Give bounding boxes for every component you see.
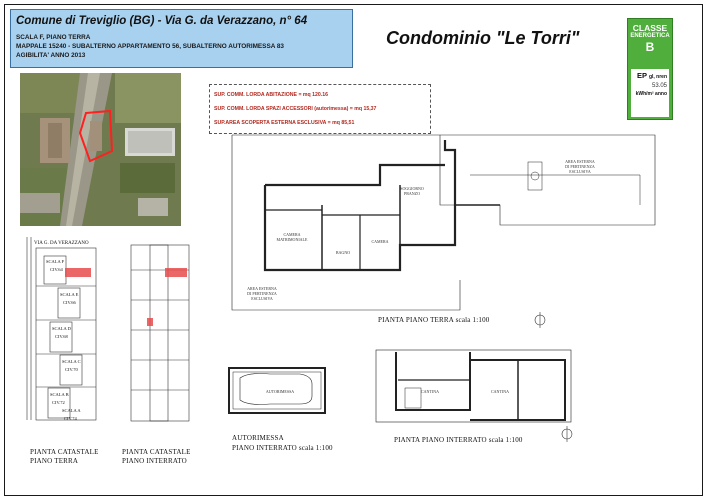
svg-text:CIV.70: CIV.70 — [65, 367, 78, 372]
svg-text:MATRIMONIALE: MATRIMONIALE — [276, 237, 308, 242]
surface-esterna: SUP.AREA SCOPERTA ESTERNA ESCLUSIVA = mq 85,51 — [214, 120, 355, 126]
header-line-scala: SCALA F, PIANO TERRA — [16, 34, 91, 41]
room-bagno: BAGNO — [335, 250, 351, 255]
svg-text:ESCLUSIVA: ESCLUSIVA — [569, 169, 591, 174]
site-street-label: VIA G. DA VERAZZANO — [34, 241, 89, 246]
caption-autorimessa-scale: PIANO INTERRATO scala 1:100 — [232, 444, 333, 452]
svg-text:DI PERTINENZA: DI PERTINENZA — [247, 291, 277, 296]
site-plan-interrato — [131, 245, 189, 421]
header-line-agibilita: AGIBILITA' ANNO 2013 — [16, 52, 86, 59]
ep-label: EP — [636, 71, 647, 80]
caption-catastale-terra-1: PIANTA CATASTALE — [30, 448, 99, 456]
site-scala-d: SCALA D — [52, 326, 71, 331]
north-arrow-terra — [535, 312, 545, 328]
header-title: Comune di Treviglio (BG) - Via G. da Verazzano, n° 64 — [16, 15, 308, 27]
condominium-title: Condominio "Le Torri" — [386, 28, 580, 48]
area-esterna-bottom: AREA ESTERNA — [247, 286, 277, 291]
svg-text:PRANZO: PRANZO — [403, 191, 421, 196]
room-camera: CAMERA — [371, 239, 389, 244]
svg-text:CIV.66: CIV.66 — [63, 300, 76, 305]
ep-value: 53.05 — [651, 83, 667, 89]
energy-sublabel: ENERGETICA — [630, 33, 670, 39]
svg-text:CIV.64: CIV.64 — [50, 267, 63, 272]
svg-text:CIV.68: CIV.68 — [55, 334, 68, 339]
surface-accessori: SUP. COMM. LORDA SPAZI ACCESSORI (autorimessa) = mq 15,37 — [214, 106, 377, 112]
north-arrow-interrato — [562, 426, 572, 442]
caption-catastale-interrato-2: PIANO INTERRATO — [122, 457, 187, 465]
plan-piano-interrato — [376, 350, 571, 422]
area-esterna-top: AREA ESTERNA — [565, 159, 595, 164]
svg-text:DI PERTINENZA: DI PERTINENZA — [565, 164, 595, 169]
energy-label: CLASSE — [632, 23, 668, 33]
caption-autorimessa-title: AUTORIMESSA — [232, 434, 284, 442]
energy-class-letter: B — [645, 40, 655, 54]
site-scala-c: SCALA C — [62, 359, 81, 364]
site-scala-a: SCALA A — [62, 408, 81, 413]
caption-piano-terra: PIANTA PIANO TERRA scala 1:100 — [378, 316, 490, 324]
site-scala-f: SCALA F — [46, 259, 65, 264]
ep-sub: gl, nren — [648, 74, 667, 80]
caption-catastale-terra-2: PIANO TERRA — [30, 457, 79, 465]
caption-catastale-interrato-1: PIANTA CATASTALE — [122, 448, 191, 456]
room-autorimessa: AUTORIMESSA — [265, 389, 295, 394]
caption-piano-interrato: PIANTA PIANO INTERRATO scala 1:100 — [394, 436, 523, 444]
svg-text:CIV.72: CIV.72 — [52, 400, 65, 405]
ep-unit: kWh/m² anno — [635, 91, 667, 97]
room-soggiorno: SOGGIORNO — [400, 186, 424, 191]
svg-text:CIV.74: CIV.74 — [64, 416, 77, 421]
site-scala-b: SCALA B — [50, 392, 69, 397]
room-cantina-2: CANTINA — [491, 389, 509, 394]
surface-abitazione: SUP. COMM. LORDA ABITAZIONE = mq 120.16 — [214, 92, 328, 98]
site-scala-e: SCALA E — [60, 292, 79, 297]
room-camera-matrimoniale: CAMERA — [283, 232, 301, 237]
header-line-mappale: MAPPALE 15240 - SUBALTERNO APPARTAMENTO 56, SUBALTERNO AUTORIMESSA 83 — [16, 43, 284, 50]
svg-text:ESCLUSIVA: ESCLUSIVA — [251, 296, 273, 301]
room-cantina-1: CANTINA — [421, 389, 439, 394]
